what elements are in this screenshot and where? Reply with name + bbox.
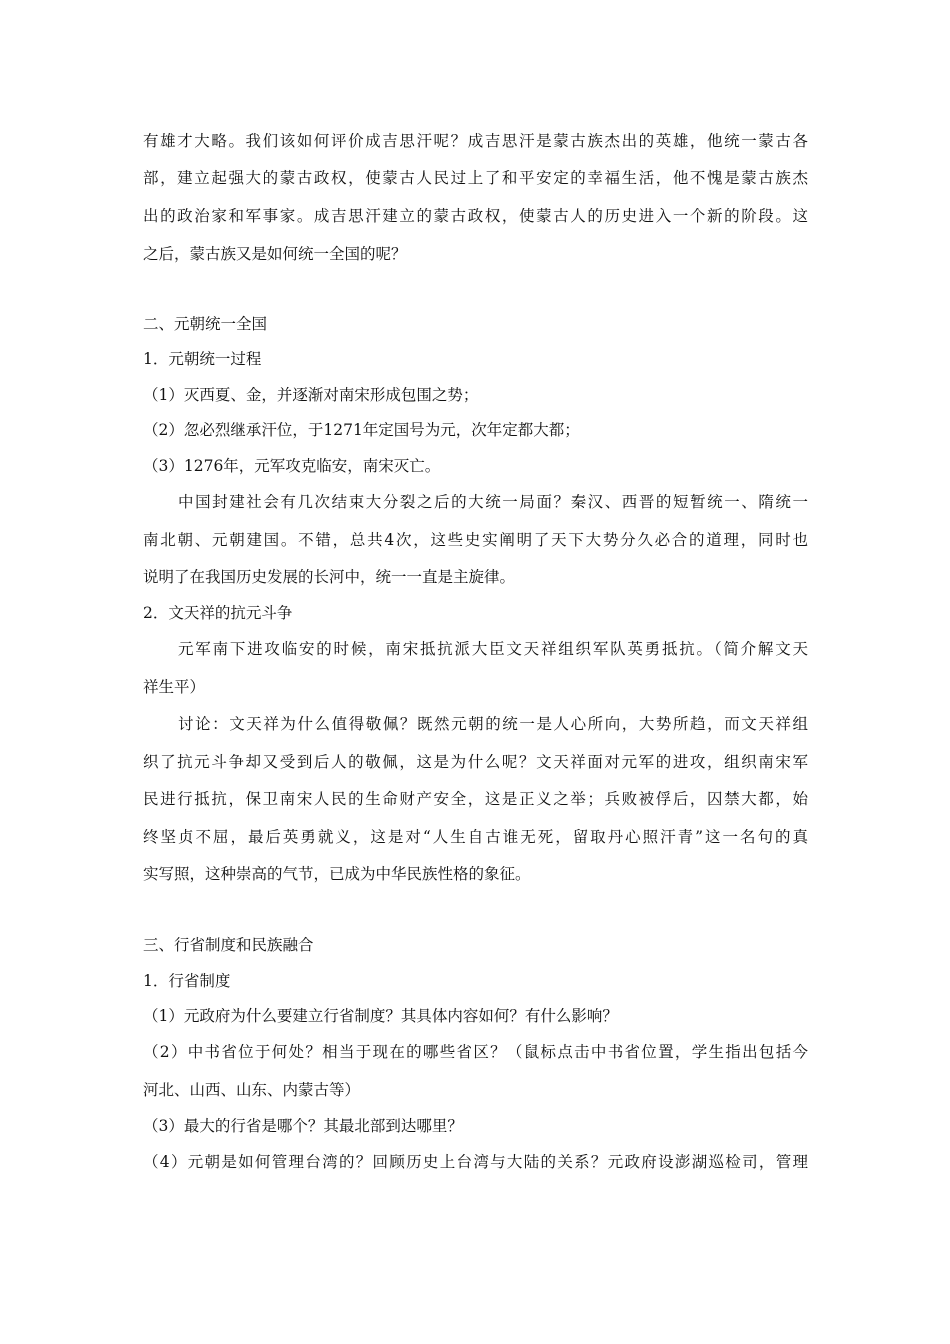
section-heading: 二、元朝统一全国	[143, 315, 268, 333]
paragraph-line: 有雄才大略。我们该如何评价成吉思汗呢？成吉思汗是蒙古族杰出的英雄，他统一蒙古各	[143, 132, 808, 150]
paragraph-line: 讨论：文天祥为什么值得敬佩？既然元朝的统一是人心所向，大势所趋，而文天祥组	[178, 715, 808, 733]
subsection-heading: 1．元朝统一过程	[143, 350, 262, 368]
paragraph-line: 民进行抵抗，保卫南宋人民的生命财产安全，这是正义之举；兵败被俘后，囚禁大都，始	[143, 790, 808, 808]
subsection-heading: 2．文天祥的抗元斗争	[143, 604, 293, 622]
paragraph-line: 实写照，这种崇高的气节，已成为中华民族性格的象征。	[143, 865, 531, 883]
paragraph-line: 终坚贞不屈，最后英勇就义，这是对“人生自古谁无死，留取丹心照汗青”这一名句的真	[143, 828, 808, 846]
paragraph-line: 织了抗元斗争却又受到后人的敬佩，这是为什么呢？文天祥面对元军的进攻，组织南宋军	[143, 753, 808, 771]
paragraph-line: 元军南下进攻临安的时候，南宋抵抗派大臣文天祥组织军队英勇抵抗。（简介解文天	[178, 640, 808, 658]
list-item: （1）灭西夏、金，并逐渐对南宋形成包围之势；	[143, 386, 479, 404]
list-item: （3）1276年，元军攻克临安，南宋灭亡。	[143, 457, 441, 475]
subsection-heading: 1．行省制度	[143, 972, 231, 990]
paragraph-line: 河北、山西、山东、内蒙古等）	[143, 1081, 361, 1099]
paragraph-line: 出的政治家和军事家。成吉思汗建立的蒙古政权，使蒙古人的历史进入一个新的阶段。这	[143, 207, 808, 225]
list-item: （4）元朝是如何管理台湾的？回顾历史上台湾与大陆的关系？元政府设澎湖巡检司，管理	[143, 1153, 808, 1171]
paragraph-line: 南北朝、元朝建国。不错，总共4次，这些史实阐明了天下大势分久必合的道理，同时也	[143, 531, 808, 549]
list-item: （3）最大的行省是哪个？其最北部到达哪里？	[143, 1117, 463, 1135]
list-item: （2）忽必烈继承汗位，于1271年定国号为元，次年定都大都；	[143, 421, 580, 439]
paragraph-line: 部，建立起强大的蒙古政权，使蒙古人民过上了和平安定的幸福生活，他不愧是蒙古族杰	[143, 169, 808, 187]
paragraph-line: 说明了在我国历史发展的长河中，统一一直是主旋律。	[143, 568, 516, 586]
list-item: （1）元政府为什么要建立行省制度？其具体内容如何？有什么影响？	[143, 1007, 618, 1025]
section-heading: 三、行省制度和民族融合	[143, 936, 314, 954]
paragraph-line: 中国封建社会有几次结束大分裂之后的大统一局面？秦汉、西晋的短暂统一、隋统一	[178, 493, 808, 511]
list-item: （2）中书省位于何处？相当于现在的哪些省区？（鼠标点击中书省位置，学生指出包括今	[143, 1043, 808, 1061]
paragraph-line: 祥生平）	[143, 678, 206, 696]
paragraph-line: 之后，蒙古族又是如何统一全国的呢？	[143, 245, 407, 263]
